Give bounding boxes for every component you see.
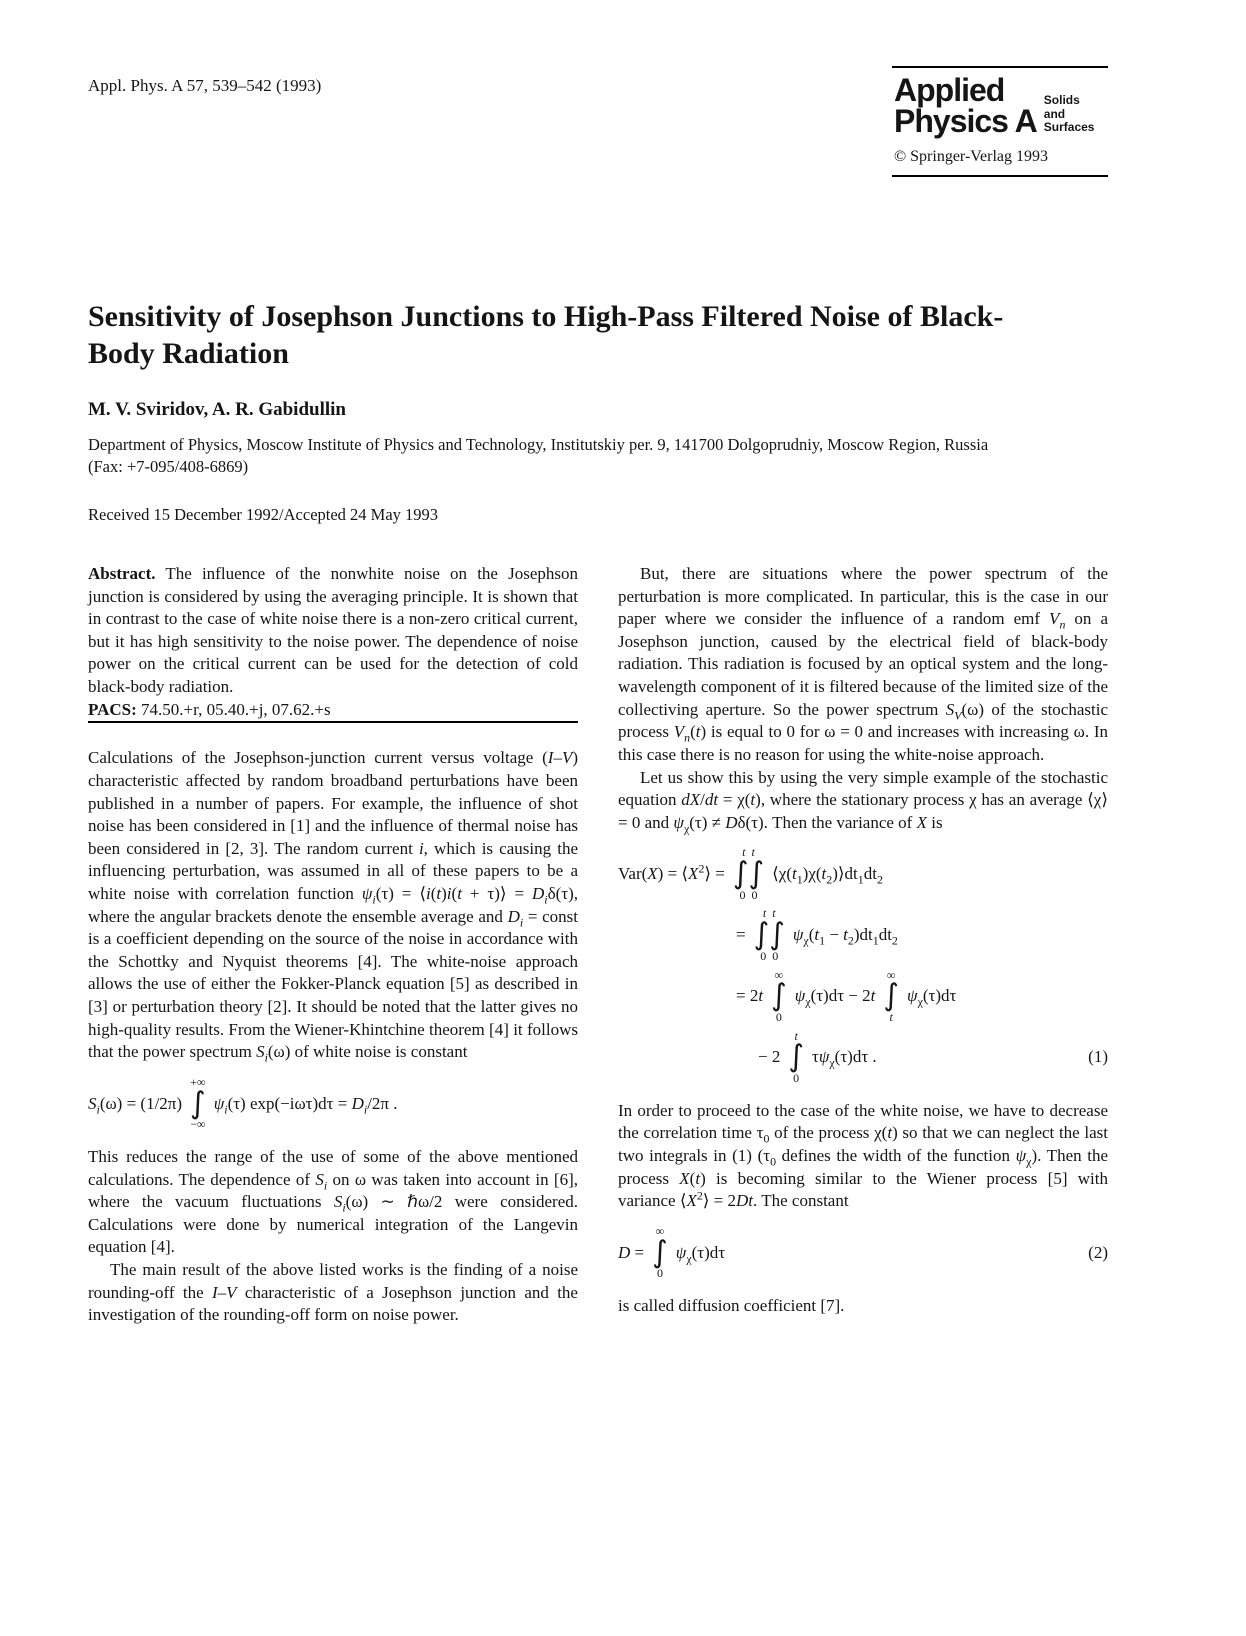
variance-line-2-rhs: $\psi_\chi(t_1 - t_2)dt_1dt_2$ [792,925,898,948]
fax-line: (Fax: +7-095/408-6869) [88,456,249,476]
abstract-text: The influence of the nonwhite noise on the Josephson junction is considered by using the averaging principle. It is shown that in contrast to the case of white noise there is a non-zero critical current, but it has high sensitivity to the noise power. The dependence of noise power on the critical current can be used for the detection of cold black-body radiation. [88,564,579,697]
body-paragraph-1: Calculations of the Josephson-junction current versus voltage (I–V) characteristic affected by random broadband perturbations have been published in a number of papers. For example, the influence of shot noise has been considered in [1] and the influence of thermal noise has been considered in [2, 3]. The random current i, which is causing the influencing perturbation, was assumed in all of these papers to be a white noise with correlation function $\psi_i(\tau)$ = ⟨i(t)i(t + τ)⟩ = $D_i\delta(\tau)$, where the angular brackets denote the ensemble average and $D_i$ = const is a coefficient depending on the source of the noise in accordance with the Schottky and Nyquist theorems [4]. The white-noise approach allows the use of either the Fokker-Planck equation [5] as described in [3] or perturbation theory [2]. It should be noted that the latter gives no high-quality results. From the Wiener-Khintchine theorem [4] it follows that the power spectrum $S_i(\omega)$ of white noise is constant [88,748,578,1065]
masthead [88,66,1108,177]
body-paragraph-6: In order to proceed to the case of the white noise, we have to decrease the correlation time $\tau_0$ of the process χ(t) so that we can neglect the last two integrals in (1) ($\tau_0$ defines the width of the function $\psi_\chi$). Then the process X(t) is becoming similar to the Wiener process [5] with variance $⟨X^2⟩ = 2Dt$. The constant [618,1100,1109,1211]
equation-variance [618,846,1108,1085]
equation-diffusion [618,1225,1108,1281]
integral-sign [190,1076,206,1132]
equation-variance-line-3 [618,969,1108,1025]
equation-diffusion-line [618,1225,1108,1281]
integral-upper-limit: t [794,1028,798,1043]
integral-lower-limit: 0 [793,1070,800,1085]
authors: M. V. Sviridov, A. R. Gabidullin [88,398,346,420]
integral-lower-limit: 0 0 [739,887,758,902]
tagline-line-2: and [1043,106,1066,121]
logo-line-1: Applied [894,72,1005,108]
body-paragraph-7: is called diffusion coefficient [7]. [618,1295,845,1315]
variance-lhs: $Var(X) = ⟨X^2⟩$ = [618,861,725,884]
integral-glyph: ∫ [190,1085,206,1121]
journal-logo-tagline [1044,94,1095,137]
variance-line-4-a: − 2 [758,1047,781,1067]
equals-sign: = [736,925,746,945]
affiliation-text: Department of Physics, Moscow Institute of Physics and Technology, Institutskiy per. 9, 141700 Dolgoprudniy, Moscow Region, Russia [88,434,989,454]
integral-lower-limit: 0 [656,1266,663,1281]
equation-variance-line-2 [618,907,1108,963]
integral-upper-limit: ∞ [886,967,896,982]
integral-glyph: ∫ [788,1039,804,1075]
equation-spectrum-rhs: $\psi_i(\tau) \exp(-i\omega\tau)d\tau = D_i/2\pi$ . [213,1093,398,1116]
copyright-notice: © Springer-Verlag 1993 [894,147,1049,165]
variance-line-3-b: $\psi_\chi(\tau)d\tau - 2t$ [794,986,876,1009]
pacs-line [88,699,578,722]
equation-spectrum [88,1076,578,1132]
tagline-line-3: Surfaces [1043,120,1095,135]
received-dates: Received 15 December 1992/Accepted 24 May 1993 [88,505,439,525]
tagline-line-1: Solids [1043,93,1080,108]
page-title: Sensitivity of Josephson Junctions to High-Pass Filtered Noise of Black-Body Radiation [88,299,1004,370]
double-integral-sign [754,907,785,963]
section-divider-rule [88,721,578,723]
journal-reference: Appl. Phys. A 57, 539–542 (1993) [88,76,322,95]
integral-lower-limit: t [889,1009,893,1024]
integral-upper-limit: ∞ [655,1223,665,1238]
integral-sign [771,969,787,1025]
body-paragraph-2: This reduces the range of the use of some of the above mentioned calculations. The dependence of $S_i$ on ω was taken into account in [6], where the vacuum fluctuations $S_i(\omega)$ ∼ ℏω/2 were considered. Calculations were done by numerical integration of the Langevin equation [4]. [88,1146,579,1257]
integral-upper-limit: +∞ [190,1074,206,1089]
journal-logo-title [894,72,1037,140]
integral-sign [883,969,899,1025]
integral-sign [788,1030,804,1086]
right-column [618,563,1108,1327]
two-column-body [88,563,1108,1327]
equation-number-1: (1) [1088,1047,1108,1067]
publisher-logo-block [892,66,1108,177]
integral-sign [652,1225,668,1281]
abstract-paragraph [88,563,578,699]
integral-glyph: ∫∫ [732,856,765,892]
integral-glyph: ∫∫ [753,917,785,953]
integral-lower-limit: 0 [775,1009,782,1024]
equation-variance-line-1 [618,846,1108,902]
affiliation [88,434,1058,479]
body-paragraph-3: The main result of the above listed works is the finding of a noise rounding-off the I–V characteristic of a Josephson junction and the investigation of the rounding-off form on noise power. [88,1259,578,1325]
left-column [88,563,578,1327]
integral-glyph: ∫ [652,1234,668,1270]
diffusion-lhs: D = [618,1242,645,1262]
integral-glyph: ∫ [771,978,787,1014]
double-integral-sign [733,846,764,902]
integral-upper-limit: t t [762,906,776,921]
variance-line-4-b: $\tau\psi_\chi(\tau)d\tau$ . [811,1047,877,1070]
integral-glyph: ∫ [883,978,900,1014]
integral-lower-limit: 0 0 [760,948,779,963]
diffusion-rhs: $\psi_\chi(\tau)d\tau$ [675,1242,726,1265]
equation-variance-line-4 [618,1030,1108,1086]
integral-lower-limit: −∞ [190,1117,206,1132]
body-paragraph-4: But, there are situations where the power spectrum of the perturbation is more complicated. In particular, this is the case in our paper where we consider the influence of a random emf $V_n$ on a Josephson junction, caused by the electrical field of black-body radiation. This radiation is focused by an optical system and the long-wavelength component of it is filtered because of the limited size of the collectiving aperture. So the power spectrum $S_V(\omega)$ of the stochastic process $V_n(t)$ is equal to 0 for ω = 0 and increases with increasing ω. In this case there is no reason for using the white-noise approach. [618,564,1109,764]
variance-line-1-rhs: $⟨\chi(t_1)\chi(t_2)⟩dt_1dt_2$ [772,864,883,887]
equation-spectrum-lhs: $S_i(\omega) = (1/2\pi)$ [88,1093,183,1116]
integral-upper-limit: ∞ [774,967,784,982]
body-paragraph-5: Let us show this by using the very simple example of the stochastic equation dX/dt = χ(t), where the stationary process χ has an average ⟨χ⟩ = 0 and $\psi_\chi(\tau) \ne D\delta(\tau)$. Then the variance of X is [618,767,1108,836]
pacs-codes: 74.50.+r, 05.40.+j, 07.62.+s [141,699,331,719]
variance-line-3-c: $\psi_\chi(\tau)d\tau$ [907,986,957,1009]
pacs-label: PACS: [88,699,137,719]
equation-number-2: (2) [1088,1242,1108,1262]
variance-line-3-a: = 2t [736,986,764,1006]
journal-logo [894,72,1106,140]
equation-spectrum-line [88,1076,578,1132]
abstract-label: Abstract. [88,564,156,584]
integral-upper-limit: t t [742,845,755,860]
logo-line-2: Physics A [894,103,1037,140]
